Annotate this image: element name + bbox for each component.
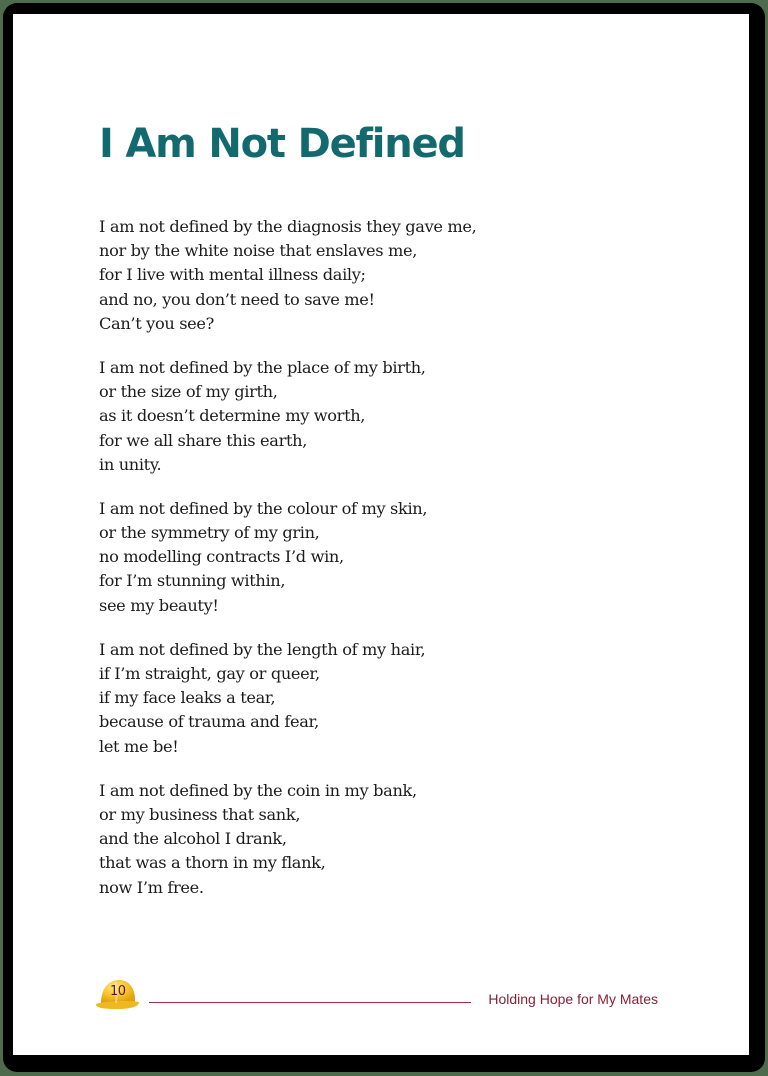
poem-line: no modelling contracts I’d win, bbox=[99, 547, 344, 567]
poem-line: or my business that sank, bbox=[99, 804, 301, 824]
poem-line: or the size of my girth, bbox=[99, 382, 278, 402]
poem-line: I am not defined by the place of my birth, bbox=[99, 357, 426, 377]
footer-rule bbox=[149, 1002, 471, 1003]
poem-line: for I’m stunning within, bbox=[99, 571, 286, 591]
poem-line: and the alcohol I drank, bbox=[99, 829, 287, 849]
page-frame bbox=[3, 3, 765, 1072]
page-number: 10 bbox=[110, 984, 126, 999]
poem-line: in unity. bbox=[99, 454, 162, 474]
poem-line: see my beauty! bbox=[99, 595, 219, 615]
stanza bbox=[99, 779, 659, 900]
poem-line: I am not defined by the coin in my bank, bbox=[99, 780, 417, 800]
stanza bbox=[99, 638, 659, 759]
stanza bbox=[99, 356, 659, 477]
poem-line: Can’t you see? bbox=[99, 313, 214, 333]
poem-line: let me be! bbox=[99, 736, 179, 756]
poem-line: if I’m straight, gay or queer, bbox=[99, 664, 320, 683]
poem-line: if my face leaks a tear, bbox=[99, 688, 276, 708]
poem-line: that was a thorn in my flank, bbox=[99, 853, 326, 873]
poem-line: nor by the white noise that enslaves me, bbox=[99, 241, 418, 261]
poem-body bbox=[99, 215, 659, 920]
poem-line: for I live with mental illness daily; bbox=[99, 265, 366, 285]
poem-line: and no, you don’t need to save me! bbox=[99, 289, 375, 309]
stanza bbox=[99, 215, 659, 336]
poem-line: or the symmetry of my grin, bbox=[99, 523, 320, 543]
stanza bbox=[99, 497, 659, 618]
document-page bbox=[13, 14, 749, 1055]
poem-title: I Am Not Defined bbox=[99, 121, 465, 167]
page-footer bbox=[13, 974, 749, 1014]
poem-line: I am not defined by the diagnosis they gave me, bbox=[99, 217, 477, 236]
poem-line: I am not defined by the length of my hair, bbox=[99, 639, 426, 659]
poem-line: I am not defined by the colour of my skin, bbox=[99, 498, 428, 518]
poem-line: for we all share this earth, bbox=[99, 430, 308, 450]
poem-line: now I’m free. bbox=[99, 877, 204, 897]
poem-line: because of trauma and fear, bbox=[99, 712, 319, 732]
poem-line: as it doesn’t determine my worth, bbox=[99, 406, 366, 426]
book-title: Holding Hope for My Mates bbox=[488, 991, 658, 1007]
